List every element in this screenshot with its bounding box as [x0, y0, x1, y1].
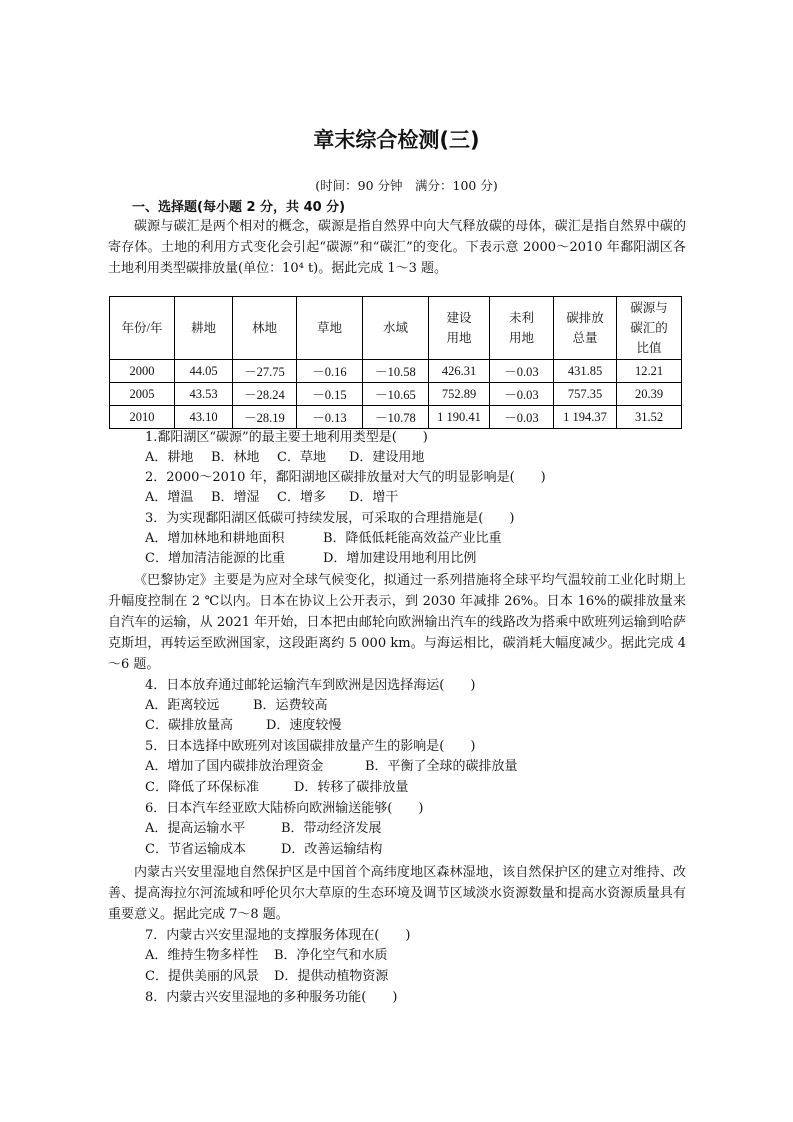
table-cell: －0.15 — [297, 383, 363, 406]
table-cell: －28.24 — [233, 383, 297, 406]
table-cell: 2000 — [110, 360, 175, 383]
header-cell: 碳源与碳汇的比值 — [617, 297, 682, 360]
table-cell: 44.05 — [175, 360, 233, 383]
question-4-options-ab — [145, 696, 328, 716]
question-7-stem: 7．内蒙古兴安里湿地的支撑服务体现在( ) — [145, 928, 411, 943]
table-row — [110, 383, 682, 406]
option-b: B．净化空气和水质 — [274, 948, 388, 963]
table-cell: 43.53 — [175, 383, 233, 406]
question-8-stem: 8．内蒙古兴安里湿地的多种服务功能( ) — [145, 990, 398, 1005]
option-c: C．碳排放量高 — [145, 718, 233, 733]
table-cell: －0.03 — [490, 406, 554, 429]
option-a: A．耕地 — [145, 450, 194, 465]
carbon-emission-table — [109, 296, 682, 429]
option-b: B．增湿 — [211, 490, 260, 505]
option-d: D．建设用地 — [349, 450, 425, 465]
question-5-options-cd — [145, 778, 408, 798]
table-row — [110, 406, 682, 429]
option-b: B．带动经济发展 — [281, 821, 382, 836]
table-cell: 1 190.41 — [429, 406, 490, 429]
question-3-stem: 3．为实现鄱阳湖区低碳可持续发展，可采取的合理措施是( ) — [145, 511, 515, 526]
option-d: D．增加建设用地利用比例 — [323, 551, 477, 566]
option-a: A．增温 — [145, 490, 194, 505]
header-cell: 碳排放总量 — [554, 297, 617, 360]
table-cell: －10.78 — [363, 406, 429, 429]
question-4-stem: 4．日本放弃通过邮轮运输汽车到欧洲是因选择海运( ) — [145, 678, 476, 693]
option-d: D．增干 — [349, 490, 399, 505]
option-d: D．提供动植物资源 — [274, 969, 389, 984]
table-cell: 431.85 — [554, 360, 617, 383]
table-cell: 2010 — [110, 406, 175, 429]
table-cell: －0.16 — [297, 360, 363, 383]
table-cell: 757.35 — [554, 383, 617, 406]
table-cell: －10.65 — [363, 383, 429, 406]
table-cell: 20.39 — [617, 383, 682, 406]
question-2-options — [145, 488, 398, 508]
option-b: B．运费较高 — [253, 698, 328, 713]
passage-wetland: 内蒙古兴安里湿地自然保护区是中国首个高纬度地区森林湿地，该自然保护区的建立对维持、改善、提高海拉尔河流域和呼伦贝尔大草原的生态环境及调节区域淡水资源数量和提高水资源质量具有重要意义。据此完成 7～8 题。 — [108, 865, 686, 922]
table-cell: －10.58 — [363, 360, 429, 383]
option-c: C．增多 — [277, 490, 326, 505]
table-cell: 12.21 — [617, 360, 682, 383]
question-7-options-ab — [145, 946, 388, 966]
option-b: B．林地 — [211, 450, 260, 465]
question-1-stem: 1.鄱阳湖区“碳源”的最主要土地利用类型是( ) — [145, 430, 428, 445]
question-5-options-ab — [145, 757, 518, 777]
page-title: 章末综合检测(三) — [313, 128, 480, 152]
header-cell: 林地 — [233, 297, 297, 360]
table-cell: 31.52 — [617, 406, 682, 429]
table-cell: 2005 — [110, 383, 175, 406]
table-header-row — [110, 297, 682, 360]
question-3-options-cd — [145, 549, 476, 569]
table-cell: 43.10 — [175, 406, 233, 429]
table-cell: 1 194.37 — [554, 406, 617, 429]
option-c: C．降低了环保标准 — [145, 780, 259, 795]
option-a: A．维持生物多样性 — [145, 948, 259, 963]
question-6-options-cd — [145, 840, 382, 860]
question-5-stem: 5．日本选择中欧班列对该国碳排放量产生的影响是( ) — [145, 739, 476, 754]
table-cell: 752.89 — [429, 383, 490, 406]
passage-paris-agreement: 《巴黎协定》主要是为应对全球气候变化，拟通过一系列措施将全球平均气温较前工业化时期上升幅度控制在 2 ℃以内。日本在协议上公开表示，到 2030 年减排 26%。日本 16%的碳排放量来自汽车的运输，从 2021 年开始，日本把由邮轮向欧洲输出汽车的线路改为搭乘中欧班列运输到哈萨克斯坦，再转运至欧洲国家，这段距离约 5 000 km。与海运相比，碳消耗大幅度减少。据此完成 4～6 题。 — [108, 573, 686, 672]
question-2-stem: 2．2000～2010 年，鄱阳湖地区碳排放量对大气的明显影响是( ) — [145, 470, 546, 485]
table-cell: －0.13 — [297, 406, 363, 429]
table-row — [110, 360, 682, 383]
option-b: B．降低低耗能高效益产业比重 — [323, 531, 502, 546]
passage-carbon: 碳源与碳汇是两个相对的概念，碳源是指自然界中向大气释放碳的母体，碳汇是指自然界中碳的寄存体。土地的利用方式变化会引起“碳源”和“碳汇”的变化。下表示意 2000～2010 年鄱阳湖区各土地利用类型碳排放量(单位：10⁴ t)。据此完成 1～3 题。 — [108, 219, 686, 276]
table-cell: －28.19 — [233, 406, 297, 429]
question-6-options-ab — [145, 819, 382, 839]
table-cell: －0.03 — [490, 360, 554, 383]
table-cell: －0.03 — [490, 383, 554, 406]
option-c: C．增加清洁能源的比重 — [145, 551, 285, 566]
option-d: D．速度较慢 — [266, 718, 342, 733]
option-a: A．距离较远 — [145, 698, 220, 713]
header-cell: 耕地 — [175, 297, 233, 360]
option-b: B．平衡了全球的碳排放量 — [365, 759, 518, 774]
question-6-stem: 6．日本汽车经亚欧大陆桥向欧洲输送能够( ) — [145, 801, 424, 816]
table-cell: －27.75 — [233, 360, 297, 383]
option-c: C．节省运输成本 — [145, 842, 246, 857]
header-cell: 建设用地 — [429, 297, 490, 360]
header-cell: 年份/年 — [110, 297, 175, 360]
question-4-options-cd — [145, 716, 341, 736]
section-heading: 一、选择题(每小题 2 分，共 40 分) — [132, 200, 346, 215]
question-7-options-cd — [145, 967, 388, 987]
question-1-options — [145, 448, 424, 468]
option-d: D．转移了碳排放量 — [294, 780, 409, 795]
option-a: A．提高运输水平 — [145, 821, 246, 836]
option-a: A．增加了国内碳排放治理资金 — [145, 759, 324, 774]
header-cell: 未利用地 — [490, 297, 554, 360]
table-cell: 426.31 — [429, 360, 490, 383]
question-3-options-ab — [145, 529, 502, 549]
option-a: A．增加林地和耕地面积 — [145, 531, 285, 546]
header-cell: 水域 — [363, 297, 429, 360]
option-c: C．草地 — [277, 450, 326, 465]
exam-meta: (时间：90 分钟 满分：100 分) — [315, 178, 498, 193]
header-cell: 草地 — [297, 297, 363, 360]
option-d: D．改善运输结构 — [281, 842, 383, 857]
option-c: C．提供美丽的风景 — [145, 969, 259, 984]
